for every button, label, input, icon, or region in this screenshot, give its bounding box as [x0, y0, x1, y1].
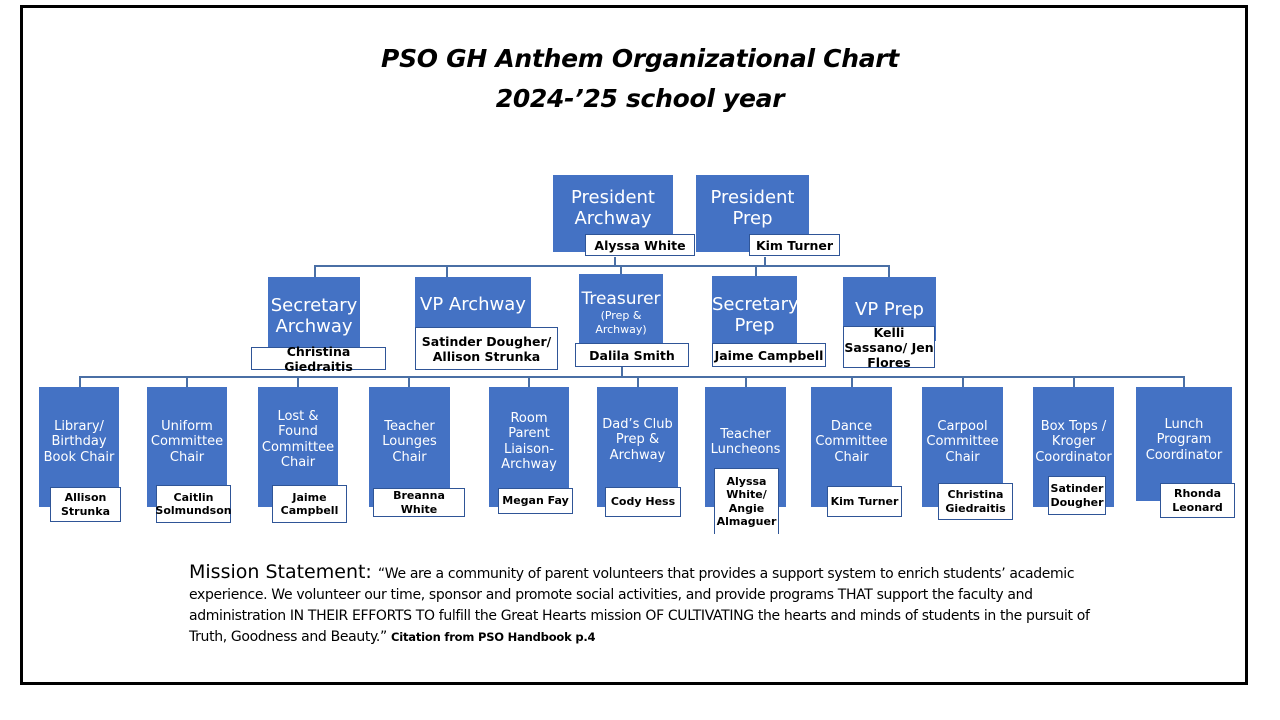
connector	[1183, 376, 1185, 387]
connector	[297, 376, 299, 387]
node-role-sub: (Prep & Archway)	[595, 309, 647, 336]
node-role: Box Tops / Kroger Coordinator	[1035, 419, 1112, 465]
node-role: Lunch Program Coordinator	[1145, 417, 1223, 463]
connector	[446, 265, 448, 277]
mission-text: “We are a community of parent volunteers that provides a support system to enrich students’ academic experience. We volunteer our time, sponsor and promote social activities, and provide programs THAT support the faculty and administration IN THEIR EFFORTS TO fulfill the Great Hearts mission OF CULTIVATING the hearts and minds of students in the pursuit of Truth, Goodness and Beauty.”	[189, 566, 1090, 645]
node-role: Secretary Prep	[712, 294, 799, 337]
node-name-label: Christina Giedraitis	[938, 483, 1013, 520]
node-name-label: Allison Strunka	[50, 487, 121, 522]
node-role: Secretary Archway	[270, 295, 358, 338]
node-name-label: Satinder Dougher	[1048, 476, 1106, 515]
connector	[637, 376, 639, 387]
node-role: Dance Committee Chair	[815, 419, 888, 465]
connector	[962, 376, 964, 387]
connector	[314, 265, 316, 277]
connector	[851, 376, 853, 387]
node-role: Teacher Luncheons	[710, 427, 781, 458]
mission-statement	[189, 562, 1119, 648]
node-role: Lost & Found Committee Chair	[261, 409, 335, 470]
node-name-label: Alyssa White/ Angie Almaguer	[714, 468, 779, 534]
node-name-label: Cody Hess	[605, 487, 681, 517]
connector	[314, 265, 890, 267]
node-name-label: Caitlin Solmundson	[156, 485, 231, 523]
node-role: Teacher Lounges Chair	[382, 419, 437, 465]
connector	[888, 265, 890, 277]
node-role: President Archway	[571, 187, 655, 230]
node-role: Dad’s Club Prep & Archway	[602, 417, 673, 463]
node-name-label: Rhonda Leonard	[1160, 483, 1235, 518]
node-name-label: Satinder Dougher/ Allison Strunka	[415, 327, 558, 370]
node-name-label: Kim Turner	[749, 234, 840, 256]
chart-title: PSO GH Anthem Organizational Chart	[381, 44, 899, 73]
node-role: Treasurer	[581, 289, 661, 309]
connector	[408, 376, 410, 387]
node-name-label: Christina Giedraitis	[251, 347, 386, 370]
org-node-secretary-prep	[712, 276, 797, 344]
node-name-label: Jaime Campbell	[272, 485, 347, 523]
connector	[1073, 376, 1075, 387]
node-name-label: Breanna White	[373, 488, 465, 517]
node-role: Room Parent Liaison-Archway	[501, 411, 557, 472]
node-name-label: Kim Turner	[827, 486, 902, 517]
node-role: President Prep	[710, 187, 795, 230]
node-role: Library/ Birthday Book Chair	[43, 419, 115, 465]
node-name-label: Alyssa White	[585, 234, 695, 256]
node-role: VP Prep	[855, 299, 924, 320]
org-node-vp-archway	[415, 277, 531, 332]
node-role: VP Archway	[420, 294, 526, 315]
connector	[79, 376, 1185, 378]
connector	[79, 376, 81, 387]
connector	[186, 376, 188, 387]
connector	[528, 376, 530, 387]
node-role: Uniform Committee Chair	[150, 419, 224, 465]
connector	[745, 376, 747, 387]
chart-subtitle: 2024-’25 school year	[495, 84, 785, 113]
mission-citation: Citation from PSO Handbook p.4	[391, 630, 596, 644]
node-name-label: Dalila Smith	[575, 343, 689, 367]
node-role: Carpool Committee Chair	[926, 419, 999, 465]
node-name-label: Jaime Campbell	[712, 343, 826, 367]
node-name-label: Megan Fay	[498, 488, 573, 514]
org-node-secretary-archway	[268, 277, 360, 352]
node-name-label: Kelli Sassano/ Jen Flores	[844, 324, 934, 370]
mission-label: Mission Statement:	[189, 561, 378, 583]
